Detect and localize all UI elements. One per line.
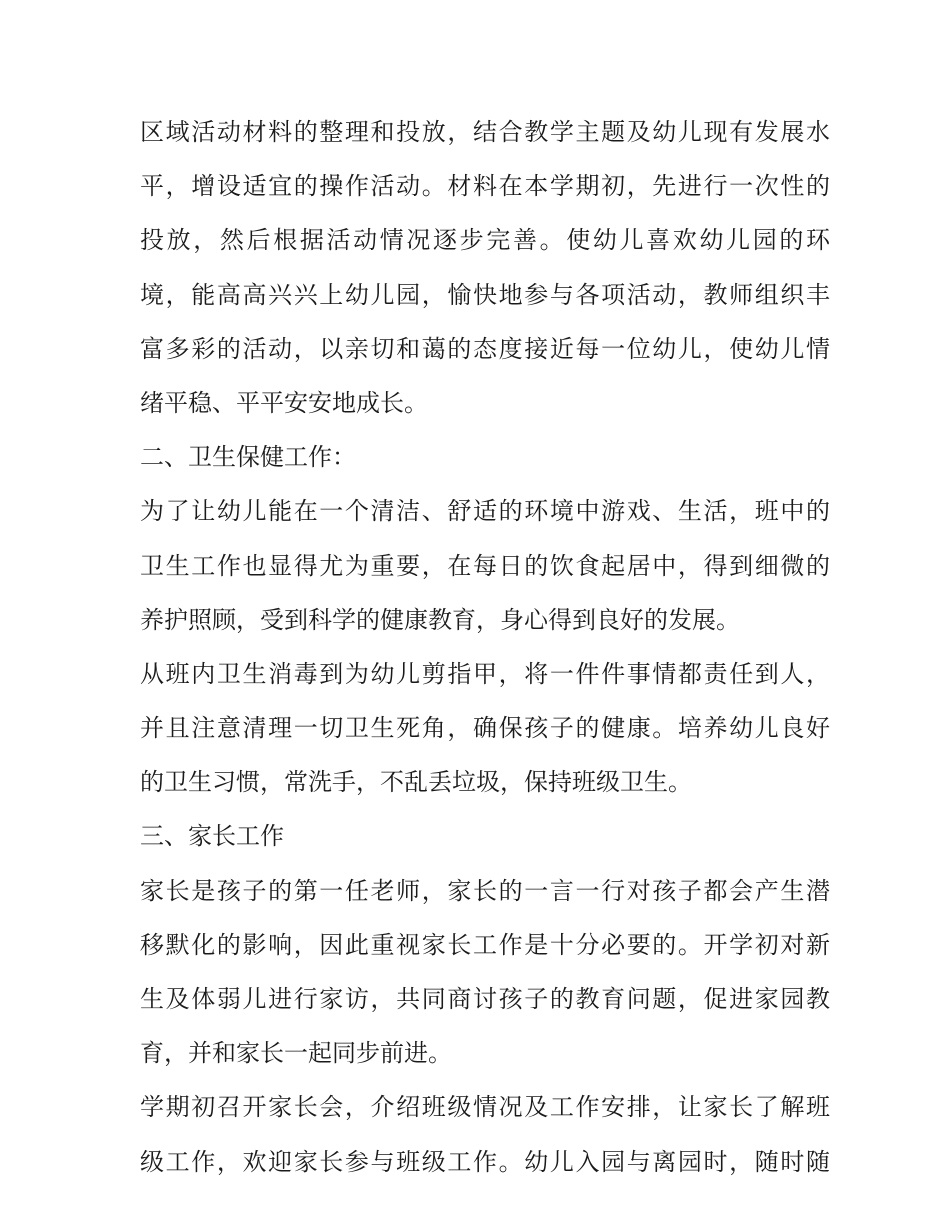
section-heading-hygiene: 二、卫生保健工作： bbox=[140, 443, 356, 472]
section-heading-parents: 三、家长工作 bbox=[140, 822, 284, 851]
text-line: 绪平稳、平平安安地成长。 bbox=[140, 388, 428, 417]
document-body bbox=[140, 105, 830, 1189]
text-line: 移默化的影响，因此重视家长工作是十分必要的。开学初对新 bbox=[140, 930, 830, 959]
text-line: 从班内卫生消毒到为幼儿剪指甲，将一件件事情都责任到人， bbox=[140, 659, 830, 688]
text-line: 学期初召开家长会，介绍班级情况及工作安排，让家长了解班 bbox=[140, 1093, 830, 1122]
text-line: 级工作，欢迎家长参与班级工作。幼儿入园与离园时，随时随 bbox=[140, 1147, 830, 1176]
text-line: 的卫生习惯，常洗手，不乱丢垃圾，保持班级卫生。 bbox=[140, 768, 692, 797]
text-line: 家长是孩子的第一任老师，家长的一言一行对孩子都会产生潜 bbox=[140, 876, 830, 905]
text-line: 平，增设适宜的操作活动。材料在本学期初，先进行一次性的 bbox=[140, 172, 830, 201]
text-line: 并且注意清理一切卫生死角，确保孩子的健康。培养幼儿良好 bbox=[140, 714, 830, 743]
text-line: 为了让幼儿能在一个清洁、舒适的环境中游戏、生活，班中的 bbox=[140, 497, 830, 526]
text-line: 养护照顾，受到科学的健康教育，身心得到良好的发展。 bbox=[140, 605, 740, 634]
text-line: 区域活动材料的整理和投放，结合教学主题及幼儿现有发展水 bbox=[140, 118, 830, 146]
text-line: 育，并和家长一起同步前进。 bbox=[140, 1039, 452, 1068]
text-line: 投放，然后根据活动情况逐步完善。使幼儿喜欢幼儿园的环 bbox=[140, 226, 830, 255]
text-line: 境，能高高兴兴上幼儿园，愉快地参与各项活动，教师组织丰 bbox=[140, 280, 830, 309]
text-line: 富多彩的活动，以亲切和蔼的态度接近每一位幼儿，使幼儿情 bbox=[140, 334, 830, 363]
text-line: 卫生工作也显得尤为重要，在每日的饮食起居中，得到细微的 bbox=[140, 551, 830, 580]
text-line: 生及体弱儿进行家访，共同商讨孩子的教育问题，促进家园教 bbox=[140, 985, 830, 1013]
